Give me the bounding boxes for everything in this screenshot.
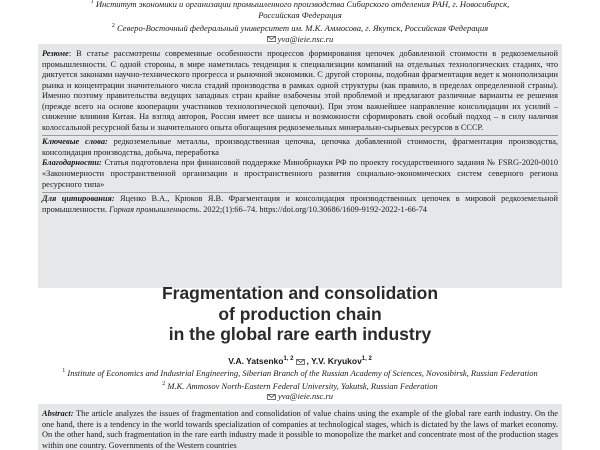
mail-icon	[296, 359, 305, 365]
ru-acknowledgements-text: Статья подготовлена при финансовой поддержке Минобрнауки РФ по проекту государственного задания № FSRG-2020-0010 «Закономерности пространственной организации и пространственного развития социально-экономических систем северного региона ресурсного типа»	[42, 158, 558, 189]
ru-citation-tail[interactable]: . 2022;(1):66–74. https://doi.org/10.30686/1609-9192-2022-1-66-74	[199, 204, 427, 214]
en-affiliation-2: $^2$ M.K. Ammosov North-Eastern Federal University, Yakutsk, Russian Federation	[162, 380, 438, 391]
en-email-line	[0, 391, 600, 402]
ru-keywords	[42, 137, 558, 158]
ru-abstract-label: Резюме	[42, 49, 69, 58]
authors: V.A. Yatsenko$^{1, 2}$ , Y.V. Kryukov$^{1, 2}$	[228, 356, 372, 366]
ru-acknowledgements	[42, 158, 558, 190]
ru-abstract-text: : В статье рассмотрены современные особенности процессов формирования цепочек добавленной стоимости в редкоземельной промышленности. С одной стороны, в мире наметилась тенденция к специализации компаний на отдельных технологических стадиях, что диктуется законами научно-технического прогресса и рыночной экономики. С другой стороны, подобная фрагментация ведет к монополизации рынка и концентрации значительного числа стадий производства в рамках одной структуры (как правило, в пределах определенной страны). Именно поэтому правительства ведущих западных стран крайне озабочены этой проблемой и предлагают различные варианты ее решения (прежде всего на основе кооперации участников технологической цепочки). При этом важнейшее направление консолидации их усилий – снижение влияния Китая. На взгляд авторов, Россия имеет все шансы и возможности сформировать свой особый подход – в силу наличия колоссальной ресурсной базы и значительного опыта обогащения редкоземельных минерально-сырьевых ресурсов в СССР.	[42, 49, 558, 132]
en-abstract-text: The article analyzes the issues of fragmentation and consolidation of value chains using the example of the global rare earth industry. On the one hand, there is a tendency in the world towards specialization of companies at technological stages, which is dictated by the laws of market economy. On the other hand, such fragmentation in the rare earth industry made it possible to monopolize the market and concentrate most of the production stages within one country. Governments of the Western countries	[42, 409, 558, 450]
ru-affiliation-2: $^2$ Северо-Восточный федеральный университет им. М.К. Аммосова, г. Якутск, Российская Федерация	[111, 22, 489, 33]
ru-keywords-text: редкоземельные металлы, производственная цепочка, цепочка добавленной стоимости, фрагментация производства, консолидация производства, добыча, переработка	[42, 137, 558, 157]
ru-email[interactable]: yva@ieie.nsc.ru	[277, 33, 334, 44]
mail-icon	[267, 36, 276, 42]
divider	[42, 135, 558, 136]
ru-affiliation-1: $^1$ Институт экономики и организации промышленного производства Сибирского отделения РАН, г. Новосибирск,	[90, 0, 510, 9]
article-title	[0, 283, 600, 345]
author-1: V.A. Yatsenko	[228, 356, 284, 366]
mail-icon	[267, 394, 276, 400]
ru-keywords-label: Ключевые слова:	[42, 137, 108, 147]
ru-abstract	[42, 49, 558, 133]
ru-citation-label: Для цитирования:	[42, 194, 115, 204]
en-abstract-label: Abstract:	[42, 409, 74, 418]
ru-citation-text: Яценко В.А., Крюков Я.В. Фрагментация и консолидация производственных цепочек в мировой редкоземельной промышленности.	[42, 194, 558, 214]
en-abstract-box	[38, 404, 562, 450]
title-line-2: of production chain	[218, 303, 382, 324]
ru-affiliations	[0, 0, 600, 45]
en-email[interactable]: yva@ieie.nsc.ru	[277, 391, 334, 402]
title-line-3: in the global rare earth industry	[168, 324, 432, 344]
ru-abstract-box	[38, 44, 562, 288]
en-affiliations	[0, 366, 600, 402]
en-affiliation-1: $^1$ Institute of Economics and Industrial Engineering, Siberian Branch of the Russian Academy of Sciences, Novosibirsk, Russian Federation	[62, 367, 538, 378]
author-2: Y.V. Kryukov	[311, 356, 362, 366]
ru-citation	[42, 194, 558, 215]
en-abstract	[42, 409, 558, 450]
ru-citation-journal: Горная промышленность	[109, 204, 200, 214]
title-line-1: Fragmentation and consolidation	[161, 283, 439, 303]
ru-affiliation-1-cont: Российская Федерация	[258, 9, 342, 20]
ru-acknowledgements-label: Благодарности:	[42, 158, 102, 168]
divider	[42, 192, 558, 193]
